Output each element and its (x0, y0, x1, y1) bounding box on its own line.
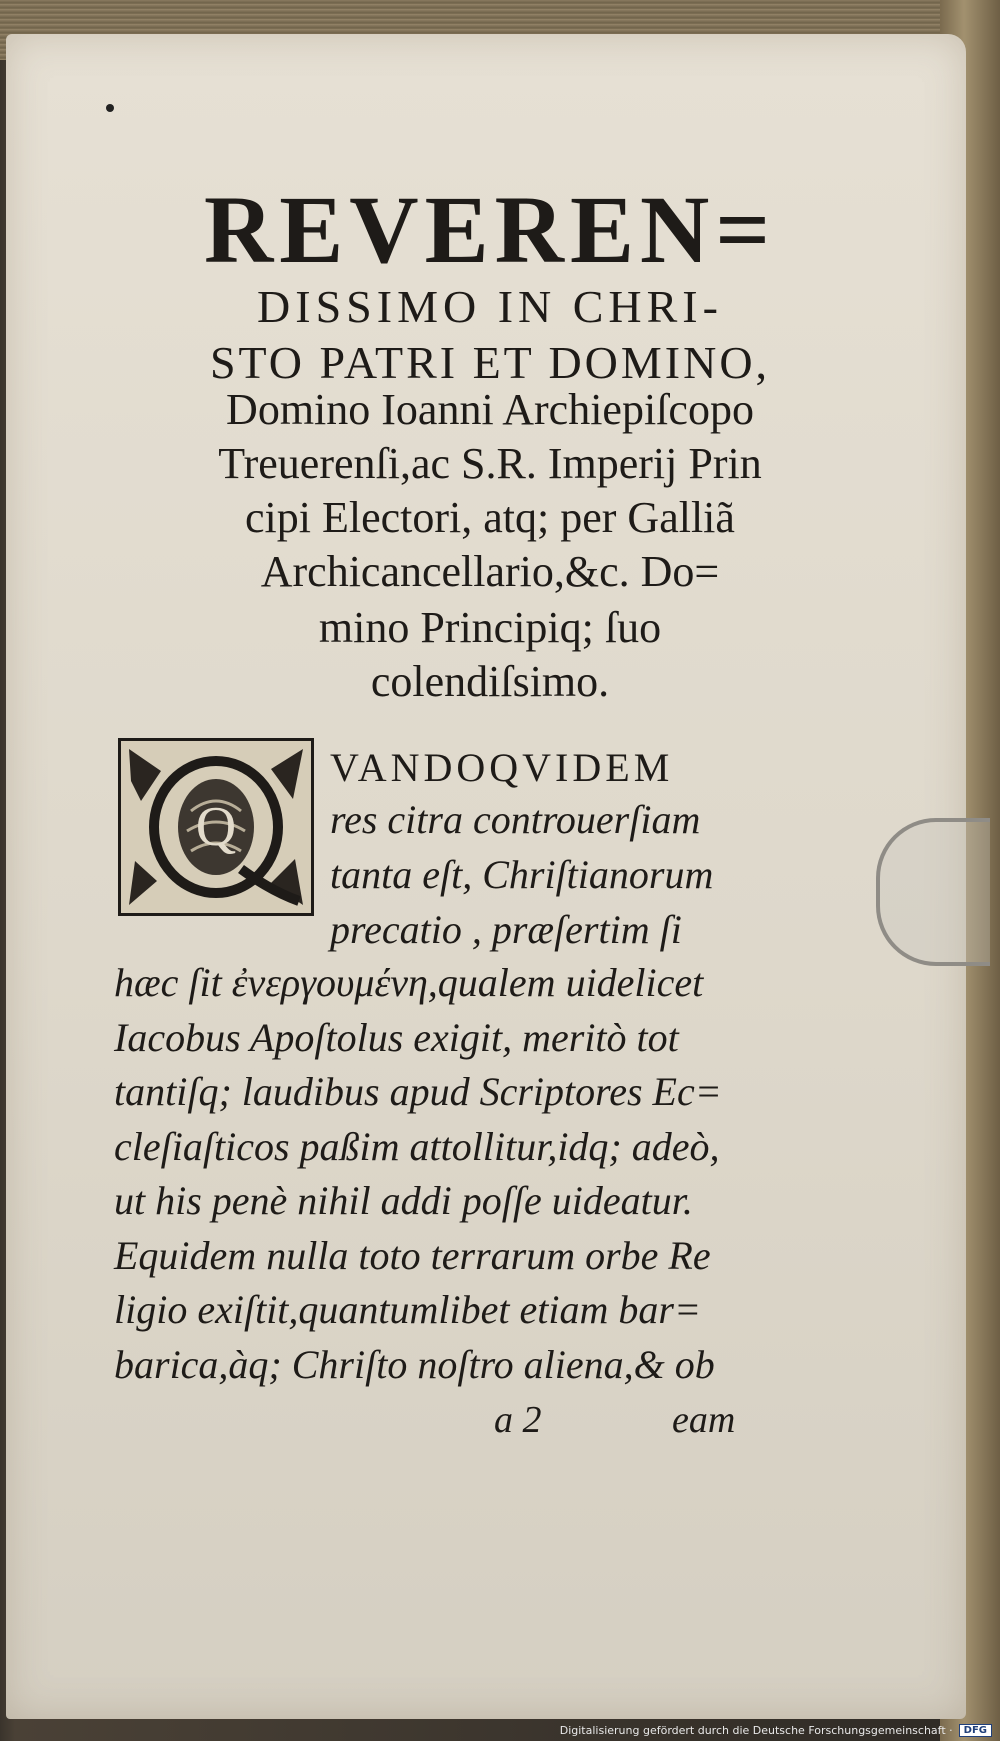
heading-line-6: cipi Electori, atq; per Galliã (245, 493, 735, 542)
body-line: precatio , præſertim ſi (330, 907, 682, 952)
heading-line-2: DISSIMO IN CHRI- (257, 281, 723, 332)
heading-line-5: Treuerenſi,ac S.R. Imperij Prin (218, 439, 762, 488)
page-clip (876, 818, 990, 966)
dfg-logo: DFG (959, 1724, 992, 1737)
body-line: VANDOQVIDEM (330, 745, 674, 790)
body-line: cleſiaſticos paßim attollitur,idq; adeò, (114, 1124, 720, 1169)
heading-line-9: colendiſsimo. (370, 657, 610, 706)
decorated-initial (118, 738, 314, 916)
body-line: barica,àq; Chriſto noſtro aliena,& ob (114, 1342, 715, 1387)
body-line: ut his penè nihil addi poſſe uideatur. (114, 1178, 693, 1223)
body-line: res citra controuerſiam (330, 797, 701, 842)
heading-line-7: Archicancellario,&c. Do= (260, 547, 720, 596)
body-line: ligio exiſtit,quantumlibet etiam bar= (114, 1287, 701, 1332)
heading-line-8: mino Principiq; ſuo (318, 603, 662, 652)
catchword: eam (672, 1399, 736, 1441)
ink-dot (106, 104, 114, 112)
credit-text: Digitalisierung gefördert durch die Deutsche Forschungsgemeinschaft · (559, 1724, 953, 1737)
heading-line-4: Domino Ioanni Archiepiſcopo (226, 385, 754, 434)
signature-mark: a 2 (494, 1399, 542, 1441)
body-line: tantiſq; laudibus apud Scriptores Ec= (114, 1069, 722, 1114)
heading-line-1: REVEREN= (203, 176, 777, 283)
body-line: hæc ſit ἐνεργουμένη,qualem uidelicet (114, 960, 704, 1005)
body-line: Iacobus Apoſtolus exigit, meritò tot (114, 1015, 679, 1060)
digitization-credit (560, 1724, 992, 1737)
body-line: Equidem nulla toto terrarum orbe Re (114, 1233, 711, 1278)
svg-text:Q: Q (195, 796, 237, 858)
decorated-initial-icon (121, 741, 311, 913)
body-line: tanta eſt, Chriſtianorum (330, 852, 714, 897)
heading-line-3: STO PATRI ET DOMINO, (209, 337, 771, 388)
